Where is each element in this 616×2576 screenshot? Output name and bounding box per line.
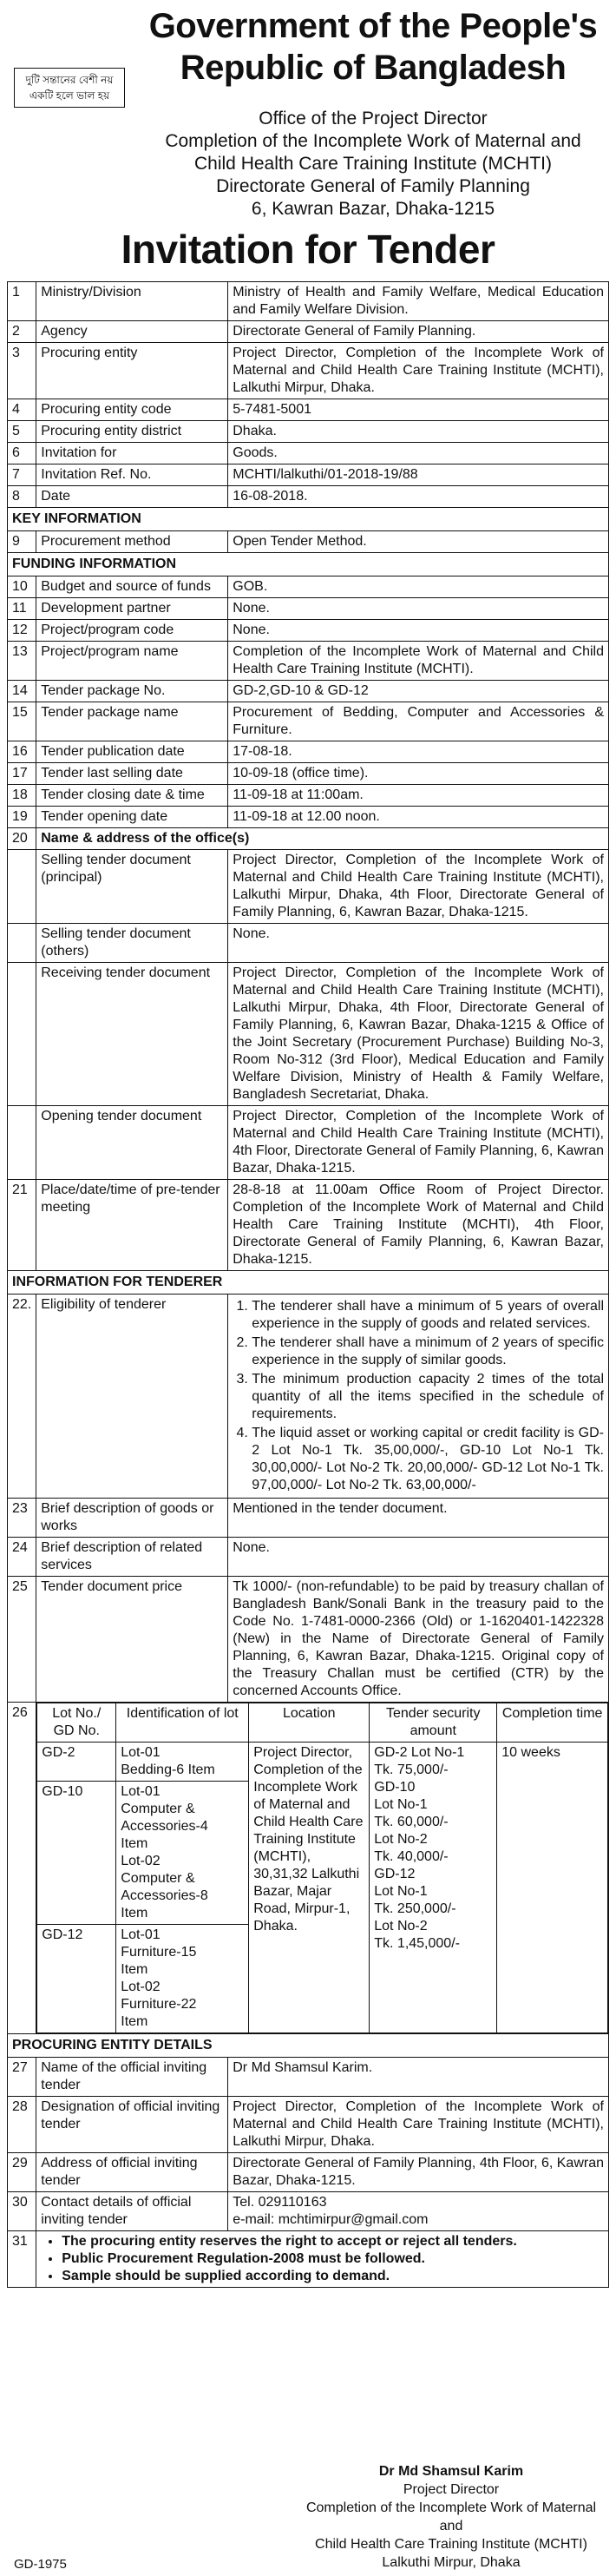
- table-row: 14 Tender package No. GD-2,GD-10 & GD-12: [8, 681, 609, 702]
- table-row: 23 Brief description of goods or works Mentioned in the tender document.: [8, 1499, 609, 1538]
- table-row: 30 Contact details of official inviting tender Tel. 029110163 e-mail: mchtimirpur@gmail.com: [8, 2192, 609, 2231]
- table-row: 8 Date 16-08-2018.: [8, 486, 609, 508]
- table-row: 18 Tender closing date & time 11-09-18 at 11:00am.: [8, 785, 609, 807]
- table-row: Selling tender document (principal) Project Director, Completion of the Incomplete Work of Maternal and Child Health Care Training Institute (MCHTI), Lalkuthi Mirpur, Dhaka, 4th Floor, Directorate General of Family Planning, 6, Kawran Bazar, Dhaka-1215.: [8, 850, 609, 924]
- lot-table: [36, 1703, 608, 2033]
- table-row: 12 Project/program code None.: [8, 620, 609, 642]
- table-row: 7 Invitation Ref. No. MCHTI/lalkuthi/01-2018-19/88: [8, 464, 609, 486]
- table-row: 16 Tender publication date 17-08-18.: [8, 741, 609, 763]
- gd-code: GD-1975: [14, 2557, 67, 2572]
- table-row: 13 Project/program name Completion of the Incomplete Work of Maternal and Child Health Care Training Institute (MCHTI).: [8, 642, 609, 681]
- table-row: Selling tender document (others) None.: [8, 924, 609, 963]
- table-row: 15 Tender package name Procurement of Bedding, Computer and Accessories & Furniture.: [8, 702, 609, 741]
- table-row: 5 Procuring entity district Dhaka.: [8, 421, 609, 443]
- tender-table: [7, 281, 609, 2288]
- table-row: 9 Procurement method Open Tender Method.: [8, 531, 609, 553]
- table-row: 19 Tender opening date 11-09-18 at 12.00 noon.: [8, 807, 609, 828]
- lot-row: GD-12 Lot-01 Furniture-15 Item Lot-02 Furniture-22 Item: [37, 1925, 608, 2033]
- notice-header: [7, 5, 609, 272]
- lot-completion: 10 weeks: [497, 1743, 608, 2033]
- table-row: 21 Place/date/time of pre-tender meeting 28-8-18 at 11.00am Office Room of Project Director. Completion of the Incomplete Work of Maternal and Child Health Care Training Institute (MCHTI), 4th Floor, Directorate General of Family Planning, 6, Kawran Bazar, Dhaka-1215.: [8, 1180, 609, 1271]
- list-item: • Public Procurement Regulation-2008 must be followed.: [62, 2250, 604, 2268]
- table-row: 28 Designation of official inviting tender Project Director, Completion of the Incomplete Work of Maternal and Child Health Care Training Institute (MCHTI), Lalkuthi Mirpur, Dhaka.: [8, 2097, 609, 2153]
- notes-list: [36, 2231, 609, 2288]
- table-row: Opening tender document Project Director, Completion of the Incomplete Work of Maternal and Child Health Care Training Institute (MCHTI), 4th Floor, Directorate General of Family Planning, 6, Kawran Bazar, Dhaka-1215.: [8, 1106, 609, 1180]
- table-row: 20 Name & address of the office(s): [8, 828, 609, 850]
- table-row: 24 Brief description of related services None.: [8, 1538, 609, 1577]
- lot-row: GD-2 Lot-01 Bedding-6 Item Project Director, Completion of the Incomplete Work of Maternal and Child Health Care Training Institute (MCHTI), 30,31,32 Lalkuthi Bazar, Majar Road, Mirpur-1, Dhaka. GD-2 Lot No-1 Tk. 75,000/- GD-10 Lot No-1 Tk. 60,000/- Lot No-2 Tk. 40,000/- GD-12 Lot No-1 Tk. 250,000/- Lot No-2 Tk. 1,45,000/- 10 weeks: [37, 1743, 608, 1782]
- government-title: Government of the People's Republic of Bangladesh: [148, 7, 598, 87]
- lot-table-header: Lot No./ GD No. Identification of lot Location Tender security amount Completion time: [37, 1703, 608, 1743]
- list-item: • The procuring entity reserves the right to accept or reject all tenders.: [62, 2233, 604, 2250]
- table-row: 11 Development partner None.: [8, 598, 609, 620]
- table-row: 26 Lot No./ GD No. Identification of lot Location Tender security amount Completion time GD-2 Lot-01 Bedding-6 Item Project Director, Completion of the Incomplete Work of Maternal and Child Health Care Training Institute (MCHTI), 30,31,32 Lalkuthi Bazar, Majar Road, Mirpur-1, Dhaka. GD-2 Lot No-1 Tk. 75,000/- GD-10 Lot No-1 Tk. 60,000/- Lot No-2 Tk. 40,000/- GD-12 Lot No-1 Tk. 250,000/- Lot No-2 Tk. 1,45,000/- 10 weeks GD-10 Lot-01 Computer & Accessories-4 Item Lot-02 Computer & Accessories-8 Item GD-12 Lot-01 Furniture-15 Item Lot-02 Furniture-22 Item: [8, 1703, 609, 2034]
- office-address: Office of the Project Director Completion of the Incomplete Work of Maternal and Child Health Care Training Institute (MCHTI) Directorate General of Family Planning 6, Kawran Bazar, Dhaka-1215: [165, 109, 581, 219]
- table-row: 6 Invitation for Goods.: [8, 443, 609, 464]
- tender-notice: [7, 5, 609, 2572]
- table-row: 25 Tender document price Tk 1000/- (non-refundable) to be paid by treasury challan of Bangladesh Bank/Sonali Bank in the treasury paid to the Code No. 1-7481-0000-2366 (Old) or 1-1620401-1422328 (New) in the Name of Directorate General of Family Planning, 6, Kawran Bazar, Dhaka-1215. Original copy of the Treasury Challan must be certified (CTR) by the concerned Accounts Office.: [8, 1577, 609, 1703]
- list-item: 1. The tenderer shall have a minimum of 5 years of overall experience in the supply of goods and related services.: [252, 1298, 604, 1333]
- list-item: 4. The liquid asset or working capital or credit facility is GD-2 Lot No-1 Tk. 35,00,000/-, GD-10 Lot No-1 Tk. 30,00,000/- Lot No-2 Tk. 20,00,000/- GD-12 Lot No-1 Tk. 97,00,000/- Lot No-2 Tk. 63,00,000/-: [252, 1425, 604, 1494]
- lot-security: GD-2 Lot No-1 Tk. 75,000/- GD-10 Lot No-1 Tk. 60,000/- Lot No-2 Tk. 40,000/- GD-12 Lot No-1 Tk. 250,000/- Lot No-2 Tk. 1,45,000/-: [370, 1743, 497, 2033]
- table-row: 3 Procuring entity Project Director, Completion of the Incomplete Work of Maternal and Child Health Care Training Institute (MCHTI), Lalkuthi Mirpur, Dhaka.: [8, 343, 609, 399]
- list-item: 3. The minimum production capacity 2 times of the total quantity of all the items specified in the schedule of requirements.: [252, 1371, 604, 1423]
- table-row: 1 Ministry/Division Ministry of Health and Family Welfare, Medical Education and Family Welfare Division.: [8, 282, 609, 321]
- eligibility-list: [228, 1295, 609, 1499]
- table-row: Receiving tender document Project Director, Completion of the Incomplete Work of Maternal and Child Health Care Training Institute (MCHTI), Lalkuthi Mirpur, Dhaka, 4th Floor, Directorate General of Family Planning, 6, Kawran Bazar, Dhaka-1215 & Office of the Joint Secretary (Procurement Purchase) Building No-3, Room No-312 (3rd Floor), Medical Education and Family Welfare Division, Ministry of Health & Family Welfare, Bangladesh Secretariat, Dhaka.: [8, 963, 609, 1106]
- list-item: • Sample should be supplied according to demand.: [62, 2268, 604, 2285]
- signature-block: Dr Md Shamsul Karim Project Director Completion of the Incomplete Work of Maternal and Child Health Care Training Institute (MCHTI) Lalkuthi Mirpur, Dhaka: [305, 2464, 597, 2570]
- table-row: 27 Name of the official inviting tender Dr Md Shamsul Karim.: [8, 2058, 609, 2097]
- table-row: 22. Eligibility of tenderer 1. The tenderer shall have a minimum of 5 years of overall experience in the supply of goods and related services. 2. The tenderer shall have a minimum of 2 years of specific experience in the supply of similar goods. 3. The minimum production capacity 2 times of the total quantity of all the items specified in the schedule of requirements. 4. The liquid asset or working capital or credit facility is GD-2 Lot No-1 Tk. 35,00,000/-, GD-10 Lot No-1 Tk. 30,00,000/- Lot No-2 Tk. 20,00,000/- GD-12 Lot No-1 Tk. 97,00,000/- Lot No-2 Tk. 63,00,000/-: [8, 1295, 609, 1499]
- section-heading: PROCURING ENTITY DETAILS: [8, 2034, 609, 2058]
- list-item: 2. The tenderer shall have a minimum of 2 years of specific experience in the supply of similar goods.: [252, 1334, 604, 1369]
- lot-row: GD-10 Lot-01 Computer & Accessories-4 Item Lot-02 Computer & Accessories-8 Item: [37, 1782, 608, 1925]
- table-row: 4 Procuring entity code 5-7481-5001: [8, 399, 609, 421]
- table-row: 31 • The procuring entity reserves the right to accept or reject all tenders. • Public Procurement Regulation-2008 must be followed. • Sample should be supplied according to demand.: [8, 2231, 609, 2288]
- table-row: 29 Address of official inviting tender Directorate General of Family Planning, 4th Floor, 6, Kawran Bazar, Dhaka-1215.: [8, 2153, 609, 2192]
- page-title: Invitation for Tender: [121, 227, 495, 272]
- table-row: 2 Agency Directorate General of Family Planning.: [8, 321, 609, 343]
- lot-location: Project Director, Completion of the Incomplete Work of Maternal and Child Health Care Training Institute (MCHTI), 30,31,32 Lalkuthi Bazar, Majar Road, Mirpur-1, Dhaka.: [249, 1743, 370, 2033]
- section-heading: KEY INFORMATION: [8, 508, 609, 531]
- family-planning-stamp: দুটি সন্তানের বেশী নয় একটি হলে ভাল হয়: [14, 68, 125, 108]
- table-row: 17 Tender last selling date 10-09-18 (office time).: [8, 763, 609, 785]
- section-heading: INFORMATION FOR TENDERER: [8, 1271, 609, 1295]
- section-heading: FUNDING INFORMATION: [8, 553, 609, 576]
- table-row: 10 Budget and source of funds GOB.: [8, 576, 609, 598]
